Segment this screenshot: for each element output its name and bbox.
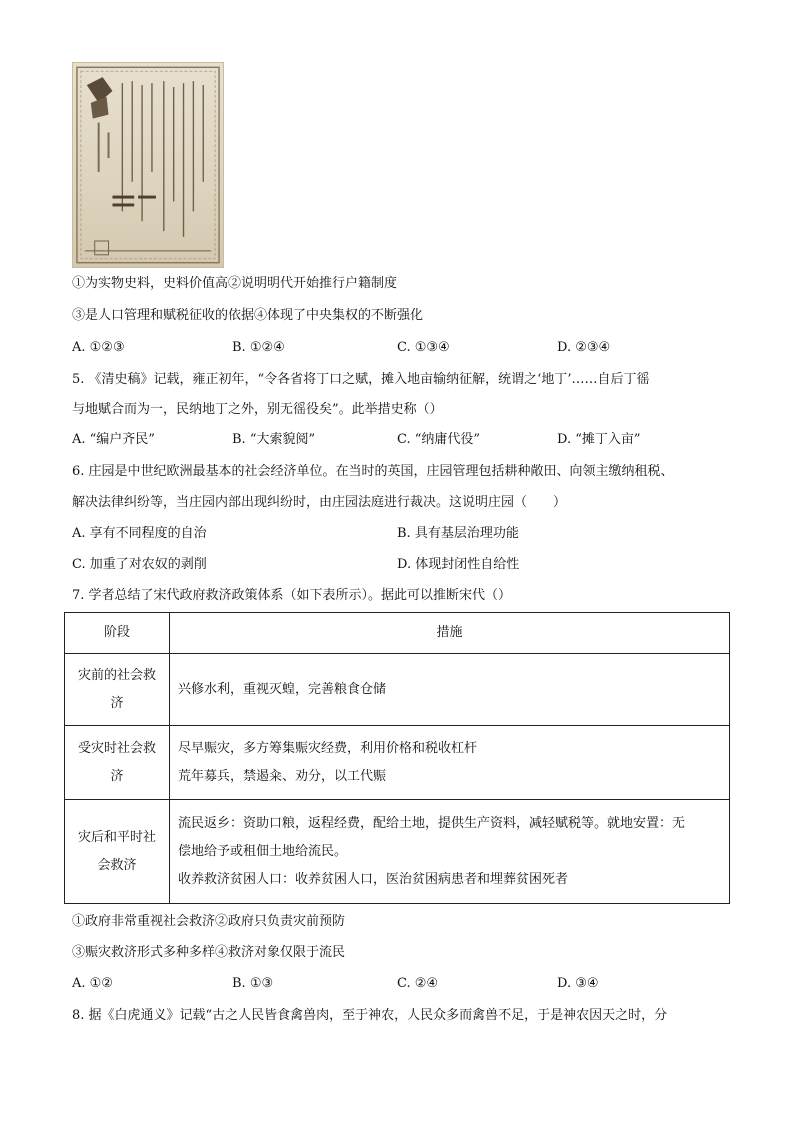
q6-option-a[interactable]: A. 享有不同程度的自治 — [72, 526, 207, 541]
q4-option-b[interactable]: B. ①②④ — [232, 340, 285, 355]
measure-text: 收养救济贫困人口：收养贫困人口，医治贫困病患者和埋葬贫困死者 — [178, 871, 569, 887]
header-measures: 措施 — [170, 613, 730, 654]
q4-option-a[interactable]: A. ①②③ — [72, 340, 125, 355]
measure-text: 尽早赈灾，多方筹集赈灾经费，利用价格和税收杠杆 — [178, 740, 478, 756]
q5-option-a[interactable]: A. “编户齐民” — [72, 432, 155, 447]
table-row — [65, 726, 730, 800]
q7-option-a[interactable]: A. ①② — [72, 976, 113, 991]
stage-text: 济 — [110, 695, 124, 711]
stage-cell — [65, 726, 170, 800]
measures-cell — [170, 726, 730, 800]
measure-text: 偿地给予或租佃土地给流民。 — [178, 843, 348, 859]
q8-stem-line-1: 8. 据《白虎通义》记载“古之人民皆食禽兽肉，至于神农，人民众多而禽兽不足，于是神农因天之时，分 — [72, 1008, 668, 1023]
table-header-row — [65, 613, 730, 654]
stage-text: 灾后和平时社 — [77, 829, 156, 845]
document-illustration — [73, 63, 223, 267]
q6-option-b[interactable]: B. 具有基层治理功能 — [397, 526, 519, 541]
q5-stem-line-2: 与地赋合而为一，民纳地丁之外，别无徭役矣”。此举措史称（） — [72, 402, 443, 417]
q5-stem-line-1: 5. 《清史稿》记载，雍正初年，“令各省将丁口之赋，摊入地亩输纳征解，统谓之‘地丁’……自后丁徭 — [72, 372, 650, 387]
q6-option-c[interactable]: C. 加重了对农奴的剥削 — [72, 557, 207, 572]
historical-document-image — [72, 62, 224, 268]
q7-statement-1: ①政府非常重视社会救济②政府只负责灾前预防 — [72, 914, 346, 929]
measure-text: 荒年募兵，禁遏籴、劝分，以工代赈 — [178, 768, 387, 784]
relief-policy-table — [64, 612, 730, 904]
stage-cell — [65, 800, 170, 904]
measure-text: 流民返乡：资助口粮，返程经费，配给土地，提供生产资料，减轻赋税等。就地安置：无 — [178, 815, 686, 831]
measures-cell — [170, 654, 730, 726]
stage-cell — [65, 654, 170, 726]
q4-option-c[interactable]: C. ①③④ — [397, 340, 450, 355]
q5-option-b[interactable]: B. “大索貌阅” — [232, 432, 316, 447]
table-row — [65, 654, 730, 726]
q7-option-c[interactable]: C. ②④ — [397, 976, 439, 991]
q6-stem-line-1: 6. 庄园是中世纪欧洲最基本的社会经济单位。在当时的英国，庄园管理包括耕种敞田、向领主缴纳租税、 — [72, 464, 674, 479]
q6-stem-line-2: 解决法律纠纷等，当庄园内部出现纠纷时，由庄园法庭进行裁决。这说明庄园（ ） — [72, 495, 567, 510]
q6-option-d[interactable]: D. 体现封闭性自给性 — [397, 557, 520, 572]
header-stage: 阶段 — [65, 613, 170, 654]
q4-option-d[interactable]: D. ②③④ — [557, 340, 611, 355]
stage-text: 受灾时社会救 — [77, 740, 156, 756]
q7-option-d[interactable]: D. ③④ — [557, 976, 599, 991]
q5-option-d[interactable]: D. “摊丁入亩” — [557, 432, 641, 447]
measures-cell — [170, 800, 730, 904]
q4-statement-2: ③是人口管理和赋税征收的依据④体现了中央集权的不断强化 — [72, 308, 424, 323]
stage-text: 会救济 — [97, 857, 137, 873]
measure-text: 兴修水利，重视灭蝗，完善粮食仓储 — [178, 681, 387, 697]
stage-text: 济 — [110, 768, 124, 784]
q5-option-c[interactable]: C. “纳庸代役” — [397, 432, 481, 447]
q7-stem: 7. 学者总结了宋代政府救济政策体系（如下表所示）。据此可以推断宋代（） — [72, 588, 512, 603]
q4-statement-1: ①为实物史料，史料价值高②说明明代开始推行户籍制度 — [72, 276, 398, 291]
q7-option-b[interactable]: B. ①③ — [232, 976, 274, 991]
q7-statement-2: ③赈灾救济形式多种多样④救济对象仅限于流民 — [72, 945, 346, 960]
stage-text: 灾前的社会救 — [77, 667, 156, 683]
table-row — [65, 800, 730, 904]
